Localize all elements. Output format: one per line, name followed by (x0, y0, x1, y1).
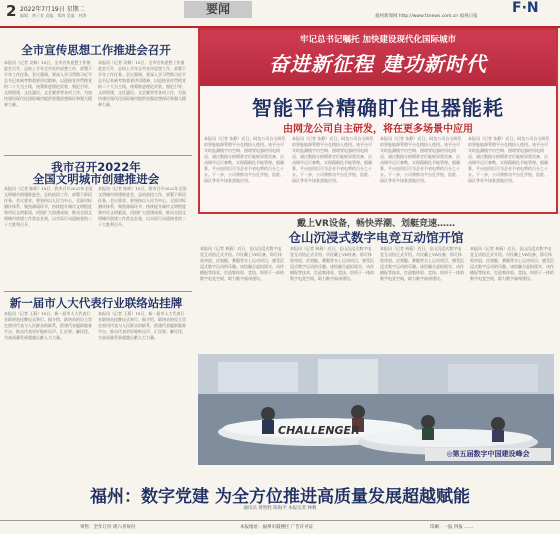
vr-body-col2: 本报讯（记者 林燕）近日，仓山沉浸式数字电竞互动馆正式开馆。市民戴上VR设备，即可体验冲浪、皮划艇、赛艇等水上运动项目，感受沉浸式数字运动的乐趣。该馆融合虚拟现实、动作捕捉等技术，打造集体验、竞技、培训于一体的数字电竞空间，助力数字福州建设。 (290, 246, 374, 281)
divider (4, 155, 192, 156)
feature-article-box (198, 28, 558, 214)
footer-right: 印刷：一报 四报 …… (430, 525, 474, 530)
page-header (0, 0, 560, 28)
banner-top-line: 牢记总书记嘱托 加快建设现代化国际城市 (300, 35, 456, 45)
page-footer (0, 520, 560, 534)
article-body-npc-liaison-2: 本报讯（记者 王燕）18日，新一届市人大代表行业联络站挂牌仪式举行。据介绍，联络站的设立旨在密切代表与人民群众的联系，搭建代表履职服务平台，推动代表更好地听民声、汇民智、解民忧，为高质量发展超越贡献人大力量。 (98, 311, 186, 340)
page-number: 2 (6, 2, 17, 20)
issue-date: 2022年7月19日 星期二 (20, 6, 85, 13)
headline-civilized-city-line2: 全国文明城市创建推进会 (32, 172, 160, 186)
bottom-headline: 福州：数字党建 为全方位推进高质量发展超越赋能 (90, 487, 470, 507)
newspaper-logo: F·N (512, 0, 539, 16)
feature-subtitle: 由网龙公司自主研发，将在更多场景中应用 (283, 124, 473, 135)
feature-body-col2: 本报讯（记者 朱静）近日，网龙公司自主研发的智能能源管理平台在榕投入使用。该平台可实时监测楼宇内空调、照明等电器的用电情况，通过数据分析精准定位能耗异常设备，自动调节运行参数，实现精细化节能管理。据测算，平台投用后可为企业节省电费约百分之十五。下一步，公司将推动平台在学校、医院、园区等更多场景落地应用。 (292, 136, 374, 183)
site-url: 福州新闻网 http://www.fznews.com.cn 福州日报 (375, 14, 478, 19)
headline-npc-liaison: 新一届市人大代表行业联络站挂牌 (9, 296, 183, 310)
headline-civilized-city: 我市召开2022年 (51, 160, 141, 174)
editor-line: 编辑：黄子育 责编：郑海 美编：林海 (20, 13, 87, 18)
vr-body-col4: 本报讯（记者 林燕）近日，仓山沉浸式数字电竞互动馆正式开馆。市民戴上VR设备，即可体验冲浪、皮划艇、赛艇等水上运动项目，感受沉浸式数字运动的乐趣。该馆融合虚拟现实、动作捕捉等技术，打造集体验、竞技、培训于一体的数字电竞空间，助力数字福州建设。 (470, 246, 554, 281)
footer-left: 零售：全年订价 周六刊每份 (80, 525, 136, 530)
feature-body-col4: 本报讯（记者 朱静）近日，网龙公司自主研发的智能能源管理平台在榕投入使用。该平台可实时监测楼宇内空调、照明等电器的用电情况，通过数据分析精准定位能耗异常设备，自动调节运行参数，实现精细化节能管理。据测算，平台投用后可为企业节省电费约百分之十五。下一步，公司将推动平台在学校、医院、园区等更多场景落地应用。 (468, 136, 550, 183)
section-label: 要闻 (184, 1, 252, 18)
theme-banner (200, 30, 556, 86)
vr-body-col3: 本报讯（记者 林燕）近日，仓山沉浸式数字电竞互动馆正式开馆。市民戴上VR设备，即可体验冲浪、皮划艇、赛艇等水上运动项目，感受沉浸式数字运动的乐趣。该馆融合虚拟现实、动作捕捉等技术，打造集体验、竞技、培训于一体的数字电竞空间，助力数字福州建设。 (380, 246, 464, 281)
divider (4, 291, 192, 292)
boat-brand-label: CHALLENGER (278, 424, 360, 437)
feature-body-col1: 本报讯（记者 朱静）近日，网龙公司自主研发的智能能源管理平台在榕投入使用。该平台可实时监测楼宇内空调、照明等电器的用电情况，通过数据分析精准定位能耗异常设备，自动调节运行参数，实现精细化节能管理。据测算，平台投用后可为企业节省电费约百分之十五。下一步，公司将推动平台在学校、医院、园区等更多场景落地应用。 (204, 136, 286, 183)
vr-title: 仓山沉浸式数字电竞互动馆开馆 (288, 230, 464, 245)
feature-body-col3: 本报讯（记者 朱静）近日，网龙公司自主研发的智能能源管理平台在榕投入使用。该平台可实时监测楼宇内空调、照明等电器的用电情况，通过数据分析精准定位能耗异常设备，自动调节运行参数，实现精细化节能管理。据测算，平台投用后可为企业节省电费约百分之十五。下一步，公司将推动平台在学校、医院、园区等更多场景落地应用。 (380, 136, 462, 183)
article-body-propaganda-2: 本报讯（记者 吴枫）18日，全市宣传思想工作推进会召开，总结上半年全市宣传思想工作，部署下半年工作任务。会议强调，要深入学习贯彻习近平总书记来闽考察重要讲话精神，以迎接宣传贯彻党的二十大为主线，统筹推进理论武装、舆论引导、文明创建、文化惠民、文艺繁荣等各项工作，为加快建设现代化国际城市提供坚强思想保证和强大精神力量。 (98, 60, 186, 107)
photo-caption-tag: ◎第五届数字中国建设峰会 (425, 448, 551, 461)
headline-propaganda-meeting: 全市宣传思想工作推进会召开 (21, 43, 171, 57)
vr-kicker: 戴上VR设备，畅快弄潮、划艇竞速…… (297, 219, 455, 229)
article-body-civilized-city: 本报讯（记者 陈晖）18日，我市召开2022年全国文明城市创建推进会，总结前段工作，部署下阶段任务。会议要求，要坚持以人民为中心，全面对标测评体系，聚焦薄弱环节，持续提升城市文明程度和市民文明素质，巩固扩大创建成果，推动全国文明城市创建工作常态长效，以实际行动迎接党的二十大胜利召开。 (4, 186, 93, 227)
article-body-npc-liaison: 本报讯（记者 王燕）18日，新一届市人大代表行业联络站挂牌仪式举行。据介绍，联络站的设立旨在密切代表与人民群众的联系，搭建代表履职服务平台，推动代表更好地听民声、汇民智、解民忧，为高质量发展超越贡献人大力量。 (4, 311, 92, 340)
article-body-civilized-city-2: 本报讯（记者 陈晖）18日，我市召开2022年全国文明城市创建推进会，总结前段工作，部署下阶段任务。会议要求，要坚持以人民为中心，全面对标测评体系，聚焦薄弱环节，持续提升城市文明程度和市民文明素质，巩固扩大创建成果，推动全国文明城市创建工作常态长效，以实际行动迎接党的二十大胜利召开。 (98, 186, 187, 227)
feature-title: 智能平台精确盯住电器能耗 (252, 96, 504, 120)
footer-mid: 本报地址：福州市鼓楼区 广告许可证 (240, 525, 314, 530)
bottom-credit: 通讯员 黄智胜 陈海平 本报记者 林帆 (243, 506, 317, 511)
banner-slogan: 奋进新征程 建功新时代 (269, 52, 487, 76)
article-body-propaganda: 本报讯（记者 吴枫）18日，全市宣传思想工作推进会召开，总结上半年全市宣传思想工作，部署下半年工作任务。会议强调，要深入学习贯彻习近平总书记来闽考察重要讲话精神，以迎接宣传贯彻党的二十大为主线，统筹推进理论武装、舆论引导、文明创建、文化惠民、文艺繁荣等各项工作，为加快建设现代化国际城市提供坚强思想保证和强大精神力量。 (4, 60, 92, 107)
vr-body-col1: 本报讯（记者 林燕）近日，仓山沉浸式数字电竞互动馆正式开馆。市民戴上VR设备，即可体验冲浪、皮划艇、赛艇等水上运动项目，感受沉浸式数字运动的乐趣。该馆融合虚拟现实、动作捕捉等技术，打造集体验、竞技、培训于一体的数字电竞空间，助力数字福州建设。 (200, 246, 284, 281)
